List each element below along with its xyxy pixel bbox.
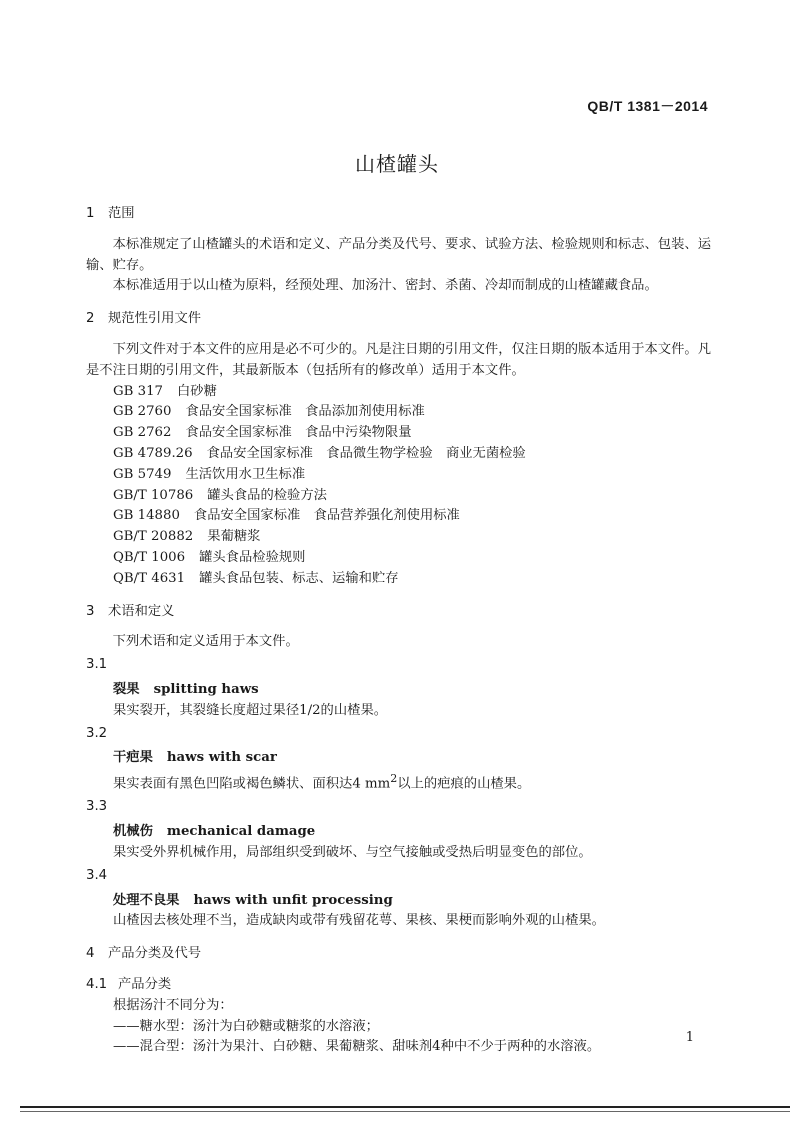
term-en: haws with scar (166, 750, 277, 766)
bottom-rule (20, 1106, 790, 1108)
term-heading (86, 748, 711, 769)
list-item: ——混合型：汤汁为果汁、白砂糖、果葡糖浆、甜味剂4种中不少于两种的水溶液。 (113, 1039, 601, 1055)
term-definition-part: 以上的疤痕的山楂果。 (397, 776, 531, 792)
reference-name: 食品安全国家标准 食品添加剂使用标准 (185, 404, 425, 420)
term-number: 3.2 (86, 725, 108, 741)
document-body (86, 204, 711, 1058)
reference-name: 白砂糖 (177, 383, 217, 399)
reference-name: 罐头食品包装、标志、运输和贮存 (199, 570, 399, 586)
section-4-heading (86, 944, 711, 965)
paragraph: 下列文件对于本文件的应用是必不可少的。凡是注日期的引用文件，仅注日期的版本适用于本文件。凡是不注日期的引用文件，其最新版本（包括所有的修改单）适用于本文件。 (86, 341, 711, 378)
reference-name: 果葡糖浆 (207, 529, 261, 545)
reference-item (86, 465, 711, 486)
section-number: 3 (86, 603, 95, 619)
reference-list (86, 382, 711, 590)
page-number: 1 (685, 1030, 694, 1045)
term-heading (86, 891, 711, 912)
section-3-heading (86, 602, 711, 623)
section-number: 4 (86, 946, 95, 962)
term-definition: 山楂因去核处理不当，造成缺肉或带有残留花萼、果核、果梗而影响外观的山楂果。 (113, 913, 605, 929)
reference-name: 食品安全国家标准 食品营养强化剂使用标准 (193, 508, 460, 524)
paragraph: 根据汤汁不同分为： (113, 997, 233, 1013)
reference-name: 食品安全国家标准 食品微生物学检验 商业无菌检验 (206, 445, 526, 461)
reference-code: GB/T 20882 (113, 529, 194, 545)
reference-code: GB 317 (113, 383, 163, 399)
reference-item (86, 506, 711, 527)
term-en: haws with unfit processing (193, 892, 393, 908)
reference-item (86, 444, 711, 465)
paragraph: 下列术语和定义适用于本文件。 (112, 634, 299, 650)
reference-code: GB 14880 (113, 508, 180, 524)
section-number: 1 (86, 206, 95, 221)
reference-name: 罐头食品检验规则 (199, 549, 306, 565)
reference-name: 罐头食品的检验方法 (207, 487, 327, 503)
subsection-title: 产品分类 (118, 976, 172, 992)
paragraph: 本标准规定了山楂罐头的术语和定义、产品分类及代号、要求、试验方法、检验规则和标志、包装、运输、贮存。 (86, 236, 711, 273)
section-title: 术语和定义 (108, 603, 175, 619)
standard-code: QB/T 1381－2014 (587, 98, 708, 114)
reference-item (86, 402, 711, 423)
term-heading (86, 680, 711, 701)
reference-item (86, 569, 711, 590)
superscript: 2 (390, 772, 398, 786)
reference-name: 食品安全国家标准 食品中污染物限量 (185, 425, 412, 441)
term-number: 3.1 (86, 657, 108, 673)
section-title: 范围 (108, 206, 135, 221)
document-title: 山楂罐头 (355, 152, 439, 176)
reference-item (86, 527, 711, 548)
reference-item (86, 382, 711, 403)
term-cn: 处理不良果 (113, 892, 180, 908)
term-cn: 裂果 (113, 681, 140, 697)
subsection-4-1-heading (86, 975, 711, 996)
term-definition (86, 769, 711, 795)
term-en: mechanical damage (166, 824, 316, 840)
term-number: 3.4 (86, 867, 108, 883)
reference-name: 生活饮用水卫生标准 (185, 466, 306, 482)
reference-code: GB/T 10786 (113, 487, 194, 503)
reference-item (86, 486, 711, 507)
section-number: 2 (86, 311, 95, 327)
subsection-number: 4.1 (86, 976, 108, 992)
term-definition: 果实裂开，其裂缝长度超过果径1/2的山楂果。 (113, 702, 388, 718)
bottom-rule-thin (20, 1111, 790, 1112)
reference-code: QB/T 1006 (113, 549, 186, 565)
reference-code: GB 5749 (113, 466, 172, 482)
section-2-heading (86, 309, 711, 330)
reference-code: QB/T 4631 (113, 570, 186, 586)
term-cn: 干疤果 (113, 750, 153, 766)
term-cn: 机械伤 (113, 824, 153, 840)
term-en: splitting haws (153, 681, 259, 697)
section-title: 规范性引用文件 (108, 311, 202, 327)
reference-item (86, 548, 711, 569)
section-title: 产品分类及代号 (108, 946, 202, 962)
section-1-heading (86, 204, 711, 225)
reference-code: GB 2762 (113, 425, 172, 441)
reference-item (86, 423, 711, 444)
reference-code: GB 2760 (113, 404, 172, 420)
list-item: ——糖水型：汤汁为白砂糖或糖浆的水溶液； (113, 1018, 379, 1034)
term-number: 3.3 (86, 799, 108, 815)
paragraph: 本标准适用于以山楂为原料，经预处理、加汤汁、密封、杀菌、冷却而制成的山楂罐藏食品。 (112, 278, 658, 294)
term-definition-part: 果实表面有黑色凹陷或褐色鳞状、面积达4 mm (113, 776, 391, 792)
term-definition: 果实受外界机械作用，局部组织受到破坏、与空气接触或受热后明显变色的部位。 (113, 844, 592, 860)
term-heading (86, 822, 711, 843)
reference-code: GB 4789.26 (113, 445, 193, 461)
